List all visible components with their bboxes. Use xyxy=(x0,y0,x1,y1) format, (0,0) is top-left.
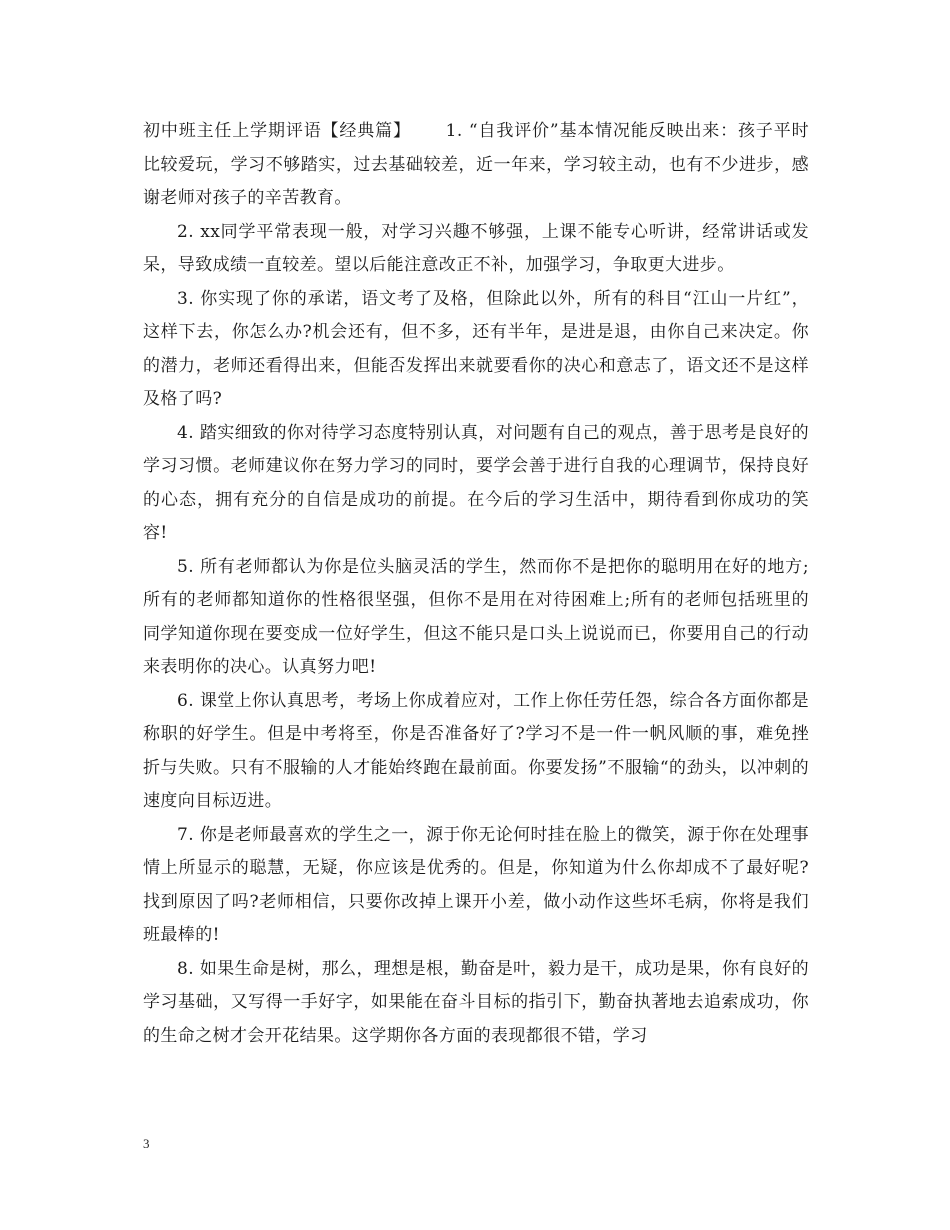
paragraph-3: 3. 你实现了你的承诺，语文考了及格，但除此以外，所有的科目“江山一片红”，这样下去，你怎么办?机会还有，但不多，还有半年，是进是退，由你自己来决定。你的潜力，老师还看得出来，但能否发挥出来就要看你的决心和意志了，语文还不是这样及格了吗? xyxy=(143,288,809,409)
page-number: 3 xyxy=(143,1136,150,1151)
paragraph-5: 5. 所有老师都认为你是位头脑灵活的学生，然而你不是把你的聪明用在好的地方;所有的老师都知道你的性格很坚强，但你不是用在对待困难上;所有的老师包括班里的同学知道你现在要变成一位好学生，但这不能只是口头上说说而已，你要用自己的行动来表明你的决心。认真努力吧! xyxy=(143,556,809,677)
paragraph-1-text: 1. “自我评价”基本情况能反映出来：孩子平时比较爱玩，学习不够踏实，过去基础较差，近一年来，学习较主动，也有不少进步，感谢老师对孩子的辛苦教育。 xyxy=(143,121,809,208)
paragraph-4: 4. 踏实细致的你对待学习态度特别认真，对问题有自己的观点，善于思考是良好的学习习惯。老师建议你在努力学习的同时，要学会善于进行自我的心理调节，保持良好的心态，拥有充分的自信是成功的前提。在今后的学习生活中，期待看到你成功的笑容! xyxy=(143,422,809,543)
paragraph-2: 2. xx同学平常表现一般，对学习兴趣不够强，上课不能专心听讲，经常讲话或发呆，导致成绩一直较差。望以后能注意改正不补，加强学习，争取更大进步。 xyxy=(143,221,809,275)
document-title: 初中班主任上学期评语【经典篇】 xyxy=(143,121,411,141)
paragraph-8: 8. 如果生命是树，那么，理想是根，勤奋是叶，毅力是干，成功是果，你有良好的学习基础，又写得一手好字，如果能在奋斗目标的指引下，勤奋执著地去追索成功，你的生命之树才会开花结果。这学期你各方面的表现都很不错，学习 xyxy=(143,958,809,1046)
paragraph-1 xyxy=(143,115,809,216)
paragraph-7: 7. 你是老师最喜欢的学生之一，源于你无论何时挂在脸上的微笑，源于你在处理事情上所显示的聪慧，无疑，你应该是优秀的。但是，你知道为什么你却成不了最好呢?找到原因了吗?老师相信，只要你改掉上课开小差，做小动作这些坏毛病，你将是我们班最棒的! xyxy=(143,824,809,945)
paragraph-6: 6. 课堂上你认真思考，考场上你成着应对，工作上你任劳任怨，综合各方面你都是称职的好学生。但是中考将至，你是否准备好了?学习不是一件一帆风顺的事，难免挫折与失败。只有不服输的人才能始终跑在最前面。你要发扬”不服输“的劲头，以冲刺的速度向目标迈进。 xyxy=(143,690,809,811)
title-gap xyxy=(411,121,446,141)
document-body xyxy=(143,115,809,1053)
